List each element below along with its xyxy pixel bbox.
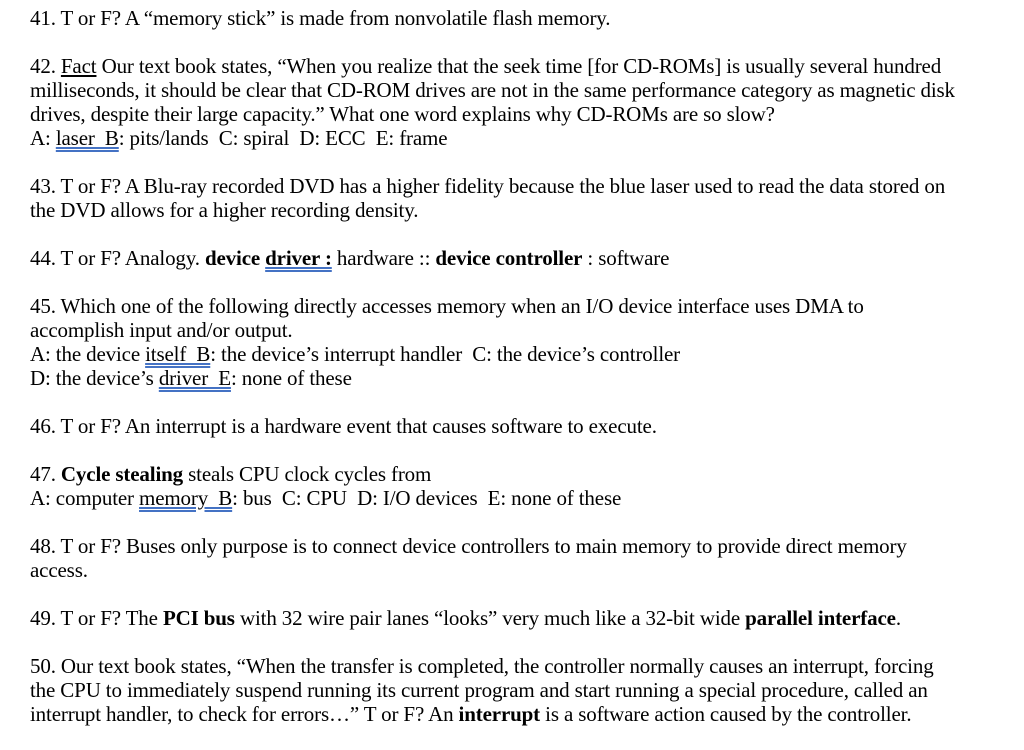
question-49-suffix: . (895, 606, 901, 630)
question-42-text-1: Our text book states, “When you realize that the seek time [for CD-ROMs] is usually several hundred (96, 54, 942, 78)
question-48-line-2: access. (30, 558, 88, 582)
question-42 (30, 54, 1020, 150)
question-49-line (30, 606, 1020, 630)
question-42-line-1 (30, 54, 1020, 78)
question-44-controller: device controller (435, 246, 583, 270)
question-49-pci: PCI bus (162, 606, 235, 630)
question-48 (30, 534, 1020, 582)
question-45-line-2: accomplish input and/or output. (30, 318, 293, 342)
question-47-line-1 (30, 462, 1020, 486)
question-50-line-3-suffix: is a software action caused by the controller. (540, 702, 912, 726)
question-47-bold-term: Cycle stealing (60, 462, 184, 486)
question-47-number: 47. (30, 462, 61, 486)
question-50-line-2: the CPU to immediately suspend running its current program and start running a special procedure, called an (30, 678, 928, 702)
question-42-option-a-prefix: A: (30, 126, 56, 150)
fact-label: Fact (60, 54, 97, 78)
question-42-line-2: milliseconds, it should be clear that CD-ROM drives are not in the same performance category as magnetic disk (30, 78, 955, 102)
question-45-option-b-rest: : the device’s interrupt handler C: the device’s controller (210, 342, 681, 366)
question-49-prefix: 49. T or F? The (30, 606, 163, 630)
question-45-option-e-rest: : none of these (230, 366, 352, 390)
question-46 (30, 414, 1020, 438)
question-45-line-1: 45. Which one of the following directly accesses memory when an I/O device interface uses DMA to (30, 294, 864, 318)
question-49-mid: with 32 wire pair lanes “looks” very much like a 32-bit wide (234, 606, 746, 630)
question-44 (30, 246, 1020, 270)
question-50-line-3-prefix: interrupt handler, to check for errors…” T or F? An (30, 702, 459, 726)
question-41-text: 41. T or F? A “memory stick” is made from nonvolatile flash memory. (30, 6, 611, 30)
question-45-option-a: itself B (145, 342, 211, 366)
question-42-line-3: drives, despite their large capacity.” What one word explains why CD-ROMs are so slow? (30, 102, 775, 126)
question-45-options-2 (30, 366, 1020, 390)
question-43-line-1: 43. T or F? A Blu-ray recorded DVD has a higher fidelity because the blue laser used to read the data stored on (30, 174, 946, 198)
question-44-suffix: : software (582, 246, 670, 270)
question-50-interrupt: interrupt (458, 702, 541, 726)
question-44-mid: hardware :: (331, 246, 436, 270)
question-42-option-a: laser B (55, 126, 119, 150)
question-45-option-d: driver E (158, 366, 231, 390)
question-48-line-1: 48. T or F? Buses only purpose is to connect device controllers to main memory to provide direct memory (30, 534, 907, 558)
question-47-rest: steals CPU clock cycles from (183, 462, 432, 486)
question-44-line (30, 246, 1020, 270)
question-49 (30, 606, 1020, 630)
question-47-options-rest: : bus C: CPU D: I/O devices E: none of these (232, 486, 622, 510)
question-43 (30, 174, 1020, 222)
question-47-options (30, 486, 1020, 510)
question-42-options-rest: : pits/lands C: spiral D: ECC E: frame (118, 126, 448, 150)
question-47 (30, 462, 1020, 510)
question-50-line-1: 50. Our text book states, “When the transfer is completed, the controller normally causes an interrupt, forcing (30, 654, 934, 678)
question-46-text: 46. T or F? An interrupt is a hardware event that causes software to execute. (30, 414, 657, 438)
question-47-option-a: memory B (139, 486, 233, 510)
question-45-options-1 (30, 342, 1020, 366)
question-49-parallel: parallel interface (745, 606, 896, 630)
question-42-number: 42. (30, 54, 61, 78)
question-41 (30, 6, 1020, 30)
question-45 (30, 294, 1020, 390)
question-44-device: device (204, 246, 266, 270)
question-43-line-2: the DVD allows for a higher recording density. (30, 198, 419, 222)
question-42-options (30, 126, 1020, 150)
question-50 (30, 654, 1020, 726)
question-45-option-a-prefix: A: the device (30, 342, 146, 366)
document-page (30, 6, 1020, 750)
question-44-driver: driver : (265, 246, 332, 270)
question-47-option-a-prefix: A: computer (30, 486, 140, 510)
question-50-line-3 (30, 702, 1020, 726)
question-44-prefix: 44. T or F? Analogy. (30, 246, 205, 270)
question-45-option-d-prefix: D: the device’s (30, 366, 159, 390)
